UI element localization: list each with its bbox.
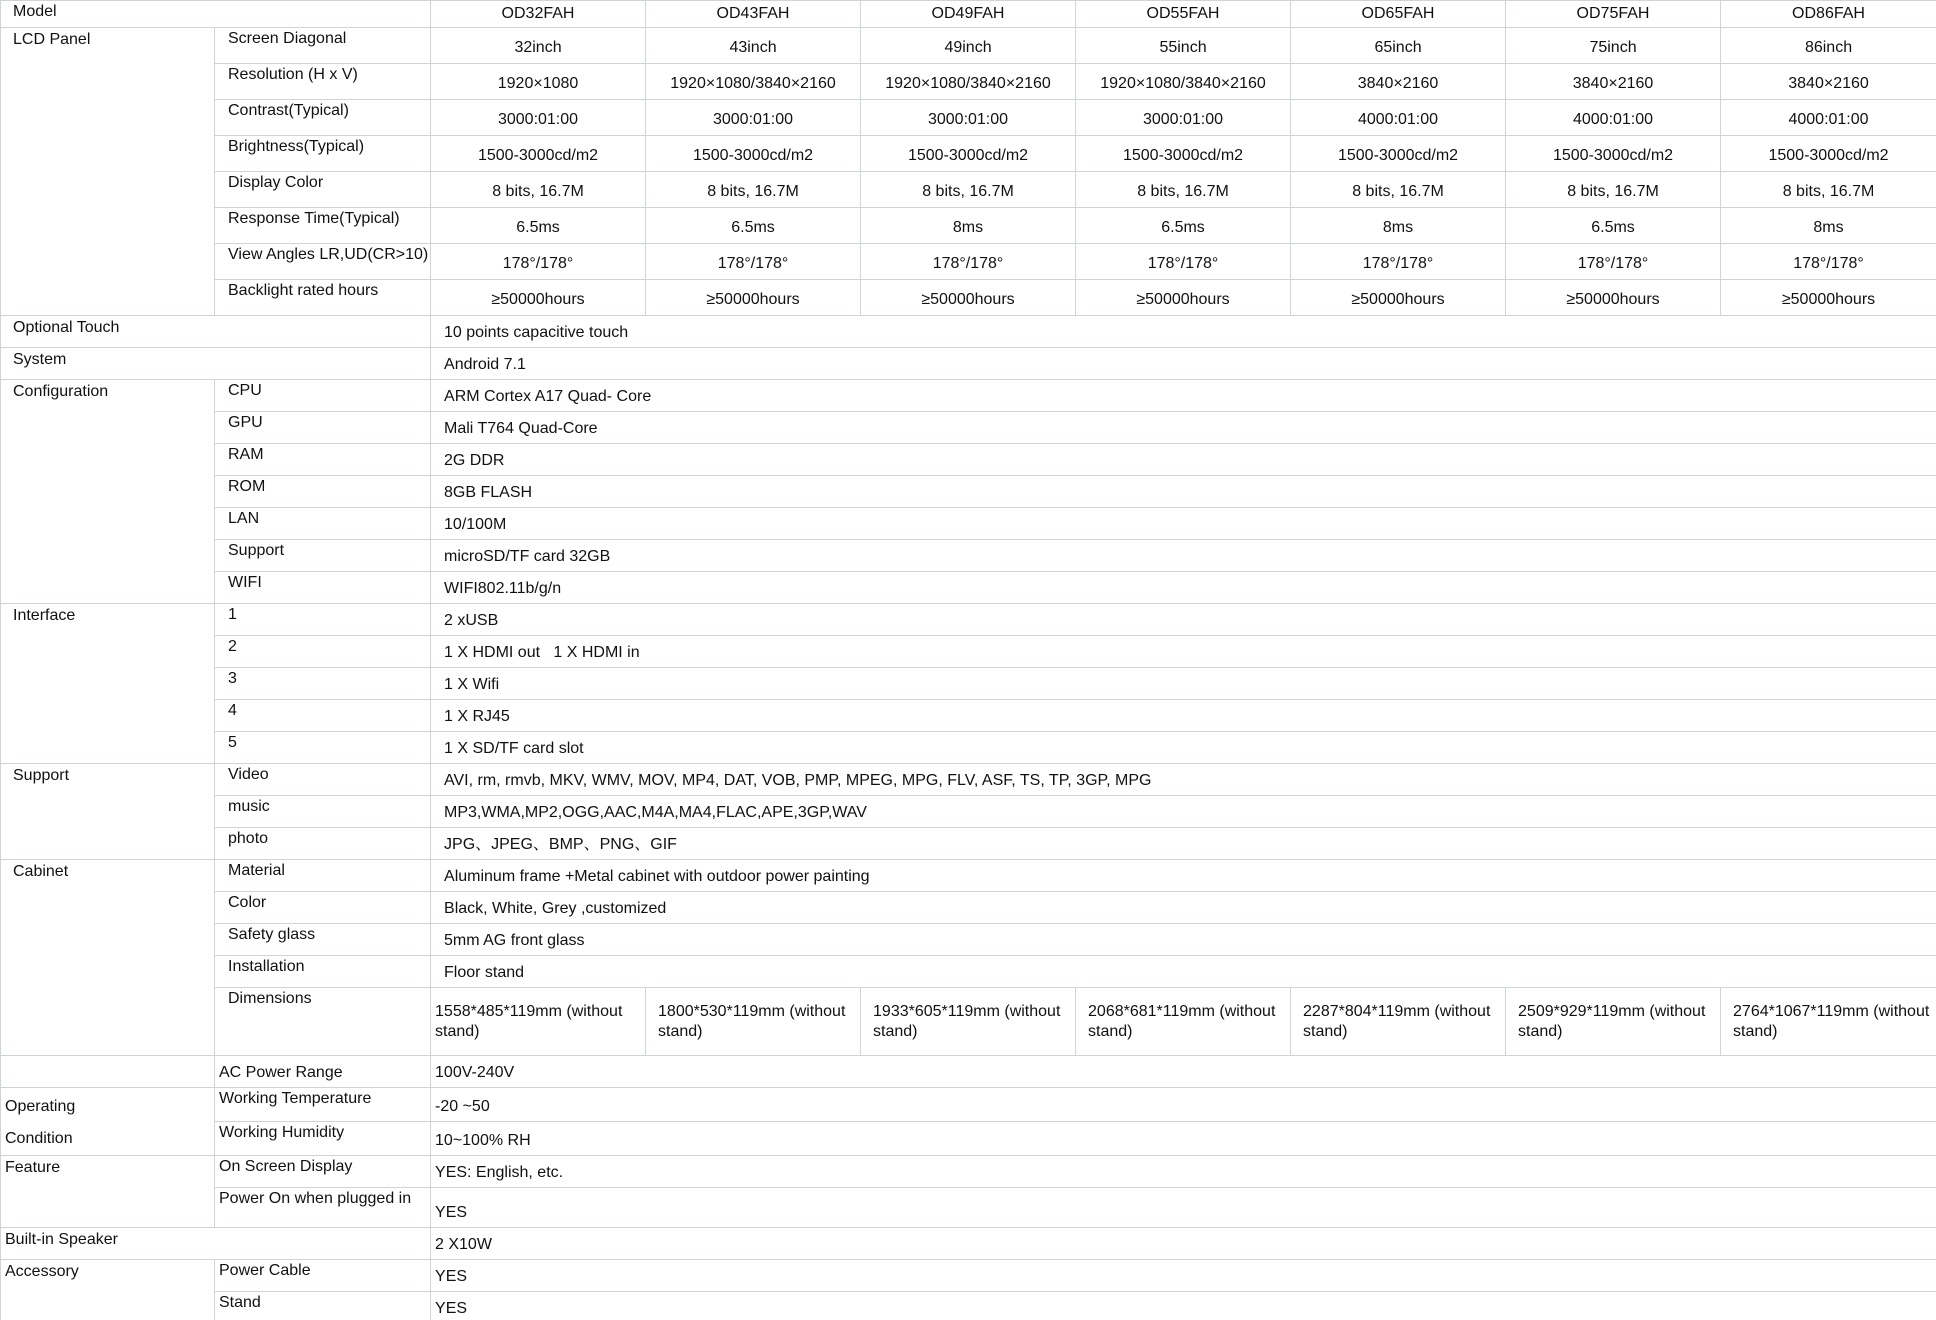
- spec-value: 65inch: [1291, 28, 1506, 64]
- spec-label: Contrast(Typical): [215, 100, 431, 136]
- spec-value: 1920×1080: [431, 64, 646, 100]
- table-row: [1, 860, 1936, 892]
- table-row: [1, 1260, 1936, 1292]
- spec-label: CPU: [215, 380, 431, 412]
- spec-label: Color: [215, 892, 431, 924]
- table-row: [1, 956, 1936, 988]
- model-name: OD75FAH: [1506, 1, 1721, 28]
- spec-value: 3840×2160: [1506, 64, 1721, 100]
- spec-value: 1800*530*119mm (without stand): [646, 988, 861, 1056]
- table-row: [1, 28, 1936, 64]
- spec-value: 1920×1080/3840×2160: [861, 64, 1076, 100]
- spec-value: 3000:01:00: [646, 100, 861, 136]
- spec-value: WIFI802.11b/g/n: [431, 572, 1936, 604]
- table-row: [1, 828, 1936, 860]
- spec-value: 4000:01:00: [1291, 100, 1506, 136]
- spec-label: Dimensions: [215, 988, 431, 1056]
- table-row: [1, 380, 1936, 412]
- spec-value: 1920×1080/3840×2160: [1076, 64, 1291, 100]
- spec-value: 178°/178°: [1721, 244, 1936, 280]
- spec-value: 178°/178°: [1291, 244, 1506, 280]
- spec-value: 32inch: [431, 28, 646, 64]
- spec-value: 1500-3000cd/m2: [646, 136, 861, 172]
- model-name: OD32FAH: [431, 1, 646, 28]
- spec-label: WIFI: [215, 572, 431, 604]
- spec-value: 8 bits, 16.7M: [1721, 172, 1936, 208]
- spec-value: 10~100% RH: [431, 1122, 1936, 1156]
- table-row: [1, 244, 1936, 280]
- table-row: [1, 316, 1936, 348]
- spec-value: 2287*804*119mm (without stand): [1291, 988, 1506, 1056]
- spec-value: 75inch: [1506, 28, 1721, 64]
- operating-group-label: [1, 1088, 215, 1156]
- spec-value: 1 X HDMI out 1 X HDMI in: [431, 636, 1936, 668]
- spec-value: 1500-3000cd/m2: [1076, 136, 1291, 172]
- spec-value: 3000:01:00: [1076, 100, 1291, 136]
- table-row: [1, 1292, 1936, 1320]
- spec-value: ≥50000hours: [861, 280, 1076, 316]
- spec-label: 1: [215, 604, 431, 636]
- table-row: [1, 572, 1936, 604]
- spec-value: 6.5ms: [646, 208, 861, 244]
- model-name: OD49FAH: [861, 1, 1076, 28]
- spec-value: 178°/178°: [1076, 244, 1291, 280]
- spec-label: View Angles LR,UD(CR>10): [215, 244, 431, 280]
- spec-value: ≥50000hours: [646, 280, 861, 316]
- table-row: [1, 540, 1936, 572]
- model-name: OD86FAH: [1721, 1, 1936, 28]
- spec-value: 3000:01:00: [861, 100, 1076, 136]
- support-group-label: Support: [1, 764, 215, 860]
- spec-label: Screen Diagonal: [215, 28, 431, 64]
- spec-value: 3000:01:00: [431, 100, 646, 136]
- spec-value: ARM Cortex A17 Quad- Core: [431, 380, 1936, 412]
- spec-label: Built-in Speaker: [1, 1228, 431, 1260]
- spec-value: 2 X10W: [431, 1228, 1936, 1260]
- spec-label: GPU: [215, 412, 431, 444]
- lcd-panel-group-label: LCD Panel: [1, 28, 215, 316]
- table-row: [1, 1056, 1936, 1088]
- spec-value: 86inch: [1721, 28, 1936, 64]
- table-row: [1, 136, 1936, 172]
- operating-label-line2: Condition: [5, 1130, 73, 1147]
- spec-value: JPG、JPEG、BMP、PNG、GIF: [431, 828, 1936, 860]
- table-row: [1, 476, 1936, 508]
- spec-label: Installation: [215, 956, 431, 988]
- spec-label: Support: [215, 540, 431, 572]
- spec-label: On Screen Display: [215, 1156, 431, 1188]
- spec-value: Floor stand: [431, 956, 1936, 988]
- operating-label-line1: Operating: [5, 1098, 76, 1115]
- table-row: [1, 280, 1936, 316]
- spec-value: 8ms: [861, 208, 1076, 244]
- spec-value: 1500-3000cd/m2: [1291, 136, 1506, 172]
- model-label: Model: [1, 1, 431, 28]
- spec-value: 2 xUSB: [431, 604, 1936, 636]
- spec-value: Black, White, Grey ,customized: [431, 892, 1936, 924]
- cabinet-group-label: Cabinet: [1, 860, 215, 1056]
- table-row: [1, 1228, 1936, 1260]
- spec-value: MP3,WMA,MP2,OGG,AAC,M4A,MA4,FLAC,APE,3GP,WAV: [431, 796, 1936, 828]
- spec-value: Mali T764 Quad-Core: [431, 412, 1936, 444]
- table-row: [1, 412, 1936, 444]
- table-row: [1, 172, 1936, 208]
- spec-label: System: [1, 348, 431, 380]
- spec-value: 10/100M: [431, 508, 1936, 540]
- spec-label: Working Humidity: [215, 1122, 431, 1156]
- accessory-group-label: Accessory: [1, 1260, 215, 1320]
- spec-label: Display Color: [215, 172, 431, 208]
- spec-value: 2G DDR: [431, 444, 1936, 476]
- spec-label: RAM: [215, 444, 431, 476]
- spec-label: Response Time(Typical): [215, 208, 431, 244]
- model-name: OD65FAH: [1291, 1, 1506, 28]
- spec-label: 2: [215, 636, 431, 668]
- table-row: [1, 796, 1936, 828]
- spec-value: 8 bits, 16.7M: [861, 172, 1076, 208]
- spec-label: Power On when plugged in: [215, 1188, 431, 1228]
- spec-value: ≥50000hours: [1506, 280, 1721, 316]
- spec-value: 4000:01:00: [1721, 100, 1936, 136]
- spec-label: 5: [215, 732, 431, 764]
- spec-value: 1933*605*119mm (without stand): [861, 988, 1076, 1056]
- spec-label: Stand: [215, 1292, 431, 1320]
- table-row: [1, 508, 1936, 540]
- spec-value: YES: [431, 1188, 1936, 1228]
- interface-group-label: Interface: [1, 604, 215, 764]
- spec-value: 178°/178°: [431, 244, 646, 280]
- table-row: [1, 444, 1936, 476]
- spec-value: 1 X Wifi: [431, 668, 1936, 700]
- spec-label: Brightness(Typical): [215, 136, 431, 172]
- spec-label: AC Power Range: [215, 1056, 431, 1088]
- spec-value: ≥50000hours: [1076, 280, 1291, 316]
- model-name: OD55FAH: [1076, 1, 1291, 28]
- spec-value: 10 points capacitive touch: [431, 316, 1936, 348]
- table-row: [1, 892, 1936, 924]
- spec-value: 1500-3000cd/m2: [431, 136, 646, 172]
- spec-value: AVI, rm, rmvb, MKV, WMV, MOV, MP4, DAT, VOB, PMP, MPEG, MPG, FLV, ASF, TS, TP, 3GP, MPG: [431, 764, 1936, 796]
- table-row: [1, 732, 1936, 764]
- spec-label: Material: [215, 860, 431, 892]
- spec-value: 1558*485*119mm (without stand): [431, 988, 646, 1056]
- spec-value: 43inch: [646, 28, 861, 64]
- spec-value: Aluminum frame +Metal cabinet with outdoor power painting: [431, 860, 1936, 892]
- table-row: [1, 700, 1936, 732]
- table-row: [1, 636, 1936, 668]
- spec-value: 55inch: [1076, 28, 1291, 64]
- spec-label: ROM: [215, 476, 431, 508]
- spec-value: 100V-240V: [431, 1056, 1936, 1088]
- spec-label: Working Temperature: [215, 1088, 431, 1122]
- spec-value: 2764*1067*119mm (without stand): [1721, 988, 1936, 1056]
- spec-value: 6.5ms: [1506, 208, 1721, 244]
- spec-label: Resolution (H x V): [215, 64, 431, 100]
- spec-label: Safety glass: [215, 924, 431, 956]
- spec-label: LAN: [215, 508, 431, 540]
- spec-value: 2509*929*119mm (without stand): [1506, 988, 1721, 1056]
- spec-value: 8GB FLASH: [431, 476, 1936, 508]
- spec-value: YES: English, etc.: [431, 1156, 1936, 1188]
- table-row: [1, 64, 1936, 100]
- spec-label: Video: [215, 764, 431, 796]
- table-row: [1, 604, 1936, 636]
- spec-value: 5mm AG front glass: [431, 924, 1936, 956]
- spec-value: 178°/178°: [1506, 244, 1721, 280]
- spec-value: 1 X RJ45: [431, 700, 1936, 732]
- table-row: [1, 924, 1936, 956]
- spec-label: Power Cable: [215, 1260, 431, 1292]
- table-row: [1, 1156, 1936, 1188]
- table-row: [1, 1088, 1936, 1122]
- table-row: [1, 208, 1936, 244]
- table-row: [1, 100, 1936, 136]
- spec-value: 1500-3000cd/m2: [1506, 136, 1721, 172]
- spec-value: 8 bits, 16.7M: [1291, 172, 1506, 208]
- table-row: [1, 1188, 1936, 1228]
- configuration-group-label: Configuration: [1, 380, 215, 604]
- spec-value: 178°/178°: [646, 244, 861, 280]
- spec-value: ≥50000hours: [431, 280, 646, 316]
- spec-label: music: [215, 796, 431, 828]
- spec-label: photo: [215, 828, 431, 860]
- spec-value: 4000:01:00: [1506, 100, 1721, 136]
- spec-value: 8 bits, 16.7M: [1076, 172, 1291, 208]
- spec-value: 1500-3000cd/m2: [1721, 136, 1936, 172]
- table-row: [1, 1122, 1936, 1156]
- table-row: [1, 348, 1936, 380]
- spec-value: microSD/TF card 32GB: [431, 540, 1936, 572]
- table-row: [1, 988, 1936, 1056]
- spec-value: 178°/178°: [861, 244, 1076, 280]
- spec-value: YES: [431, 1260, 1936, 1292]
- spec-value: 6.5ms: [431, 208, 646, 244]
- spec-value: 8ms: [1721, 208, 1936, 244]
- spec-value: -20 ~50: [431, 1088, 1936, 1122]
- spec-value: 1 X SD/TF card slot: [431, 732, 1936, 764]
- spec-label: 4: [215, 700, 431, 732]
- feature-group-label: Feature: [1, 1156, 215, 1228]
- table-row: [1, 764, 1936, 796]
- spec-value: 8 bits, 16.7M: [431, 172, 646, 208]
- spec-value: 3840×2160: [1721, 64, 1936, 100]
- spec-value: 49inch: [861, 28, 1076, 64]
- spec-value: 1500-3000cd/m2: [861, 136, 1076, 172]
- spec-value: ≥50000hours: [1291, 280, 1506, 316]
- spec-label: 3: [215, 668, 431, 700]
- spec-value: 3840×2160: [1291, 64, 1506, 100]
- spec-label: Backlight rated hours: [215, 280, 431, 316]
- model-name: OD43FAH: [646, 1, 861, 28]
- spec-value: 8 bits, 16.7M: [1506, 172, 1721, 208]
- spec-value: 8 bits, 16.7M: [646, 172, 861, 208]
- spec-value: Android 7.1: [431, 348, 1936, 380]
- header-row: [1, 1, 1936, 28]
- spec-value: ≥50000hours: [1721, 280, 1936, 316]
- spec-value: 2068*681*119mm (without stand): [1076, 988, 1291, 1056]
- spec-value: 6.5ms: [1076, 208, 1291, 244]
- spec-value: 8ms: [1291, 208, 1506, 244]
- empty-cell: [1, 1056, 215, 1088]
- table-row: [1, 668, 1936, 700]
- spec-value: 1920×1080/3840×2160: [646, 64, 861, 100]
- spec-label: Optional Touch: [1, 316, 431, 348]
- spec-value: YES: [431, 1292, 1936, 1320]
